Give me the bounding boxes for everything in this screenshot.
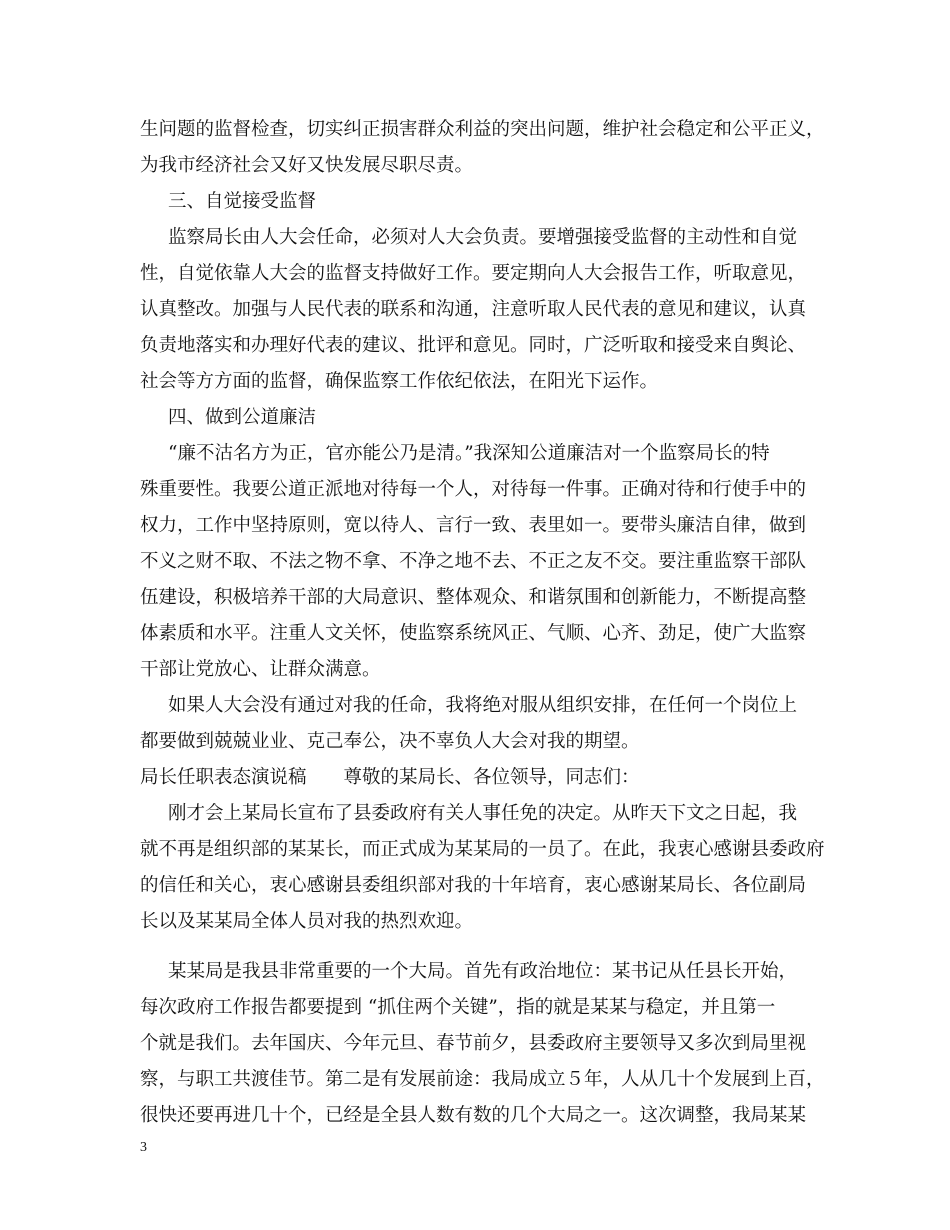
text-line: 长以及某某局全体人员对我的热烈欢迎。	[140, 911, 474, 932]
document-body	[140, 112, 825, 1134]
text-line: 就不再是组织部的某某长，而正式成为某某局的一员了。在此，我衷心感谢县委政府	[140, 839, 825, 860]
text-line: 负责地落实和办理好代表的建议、批评和意见。同时，广泛听取和接受来自舆论、	[140, 335, 807, 356]
text-line: 权力，工作中坚持原则，宽以待人、言行一致、表里如一。要带头廉洁自律，做到	[140, 515, 807, 536]
text-line: 干部让党放心、让群众满意。	[140, 659, 381, 680]
text-line: 监察局长由人大会任命，必须对人大会负责。要增强接受监督的主动性和自觉	[168, 227, 798, 248]
text-line: 认真整改。加强与人民代表的联系和沟通，注意听取人民代表的意见和建议，认真	[140, 299, 807, 320]
text-line: 殊重要性。我要公道正派地对待每一个人，对待每一件事。正确对待和行使手中的	[140, 479, 807, 500]
text-line: 体素质和水平。注重人文关怀，使监察系统风正、气顺、心齐、劲足，使广大监察	[140, 623, 807, 644]
text-line: 察，与职工共渡佳节。第二是有发展前途：我局成立５年，人从几十个发展到上百，	[140, 1069, 825, 1090]
section-heading: 四、做到公道廉洁	[168, 407, 317, 428]
text-line: 如果人大会没有通过对我的任命，我将绝对服从组织安排，在任何一个岗位上	[168, 695, 798, 716]
section-heading: 三、自觉接受监督	[168, 191, 317, 212]
text-line: 很快还要再进几十个，已经是全县人数有数的几个大局之一。这次调整，我局某某	[140, 1105, 807, 1126]
text-line: 某某局是我县非常重要的一个大局。首先有政治地位：某书记从任县长开始，	[168, 961, 798, 982]
text-line: 个就是我们。去年国庆、今年元旦、春节前夕，县委政府主要领导又多次到局里视	[140, 1033, 807, 1054]
text-line: 性，自觉依靠人大会的监督支持做好工作。要定期向人大会报告工作，听取意见，	[140, 263, 807, 284]
text-line: “廉不沽名方为正，官亦能公乃是清。”我深知公道廉洁对一个监察局长的特	[168, 443, 770, 464]
paragraph-gap	[140, 940, 820, 954]
text-line: 都要做到兢兢业业、克己奉公，决不辜负人大会对我的期望。	[140, 731, 640, 752]
speech-title-line: 局长任职表态演说稿 尊敬的某局长、各位领导，同志们：	[140, 767, 640, 788]
text-line: 每次政府工作报告都要提到 “抓住两个关键”，指的就是某某与稳定，并且第一	[140, 997, 776, 1018]
text-line: 为我市经济社会又好又快发展尽职尽责。	[140, 155, 474, 176]
text-line: 刚才会上某局长宣布了县委政府有关人事任免的决定。从昨天下文之日起，我	[168, 803, 798, 824]
text-line: 伍建设，积极培养干部的大局意识、整体观众、和谐氛围和创新能力，不断提高整	[140, 587, 807, 608]
text-line: 生问题的监督检查，切实纠正损害群众利益的突出问题，维护社会稳定和公平正义，	[140, 119, 825, 140]
text-line: 不义之财不取、不法之物不拿、不净之地不去、不正之友不交。要注重监察干部队	[140, 551, 807, 572]
text-line: 社会等方方面的监督，确保监察工作依纪依法，在阳光下运作。	[140, 371, 659, 392]
page-number: 3	[140, 1140, 147, 1155]
text-line: 的信任和关心，衷心感谢县委组织部对我的十年培育，衷心感谢某局长、各位副局	[140, 875, 807, 896]
